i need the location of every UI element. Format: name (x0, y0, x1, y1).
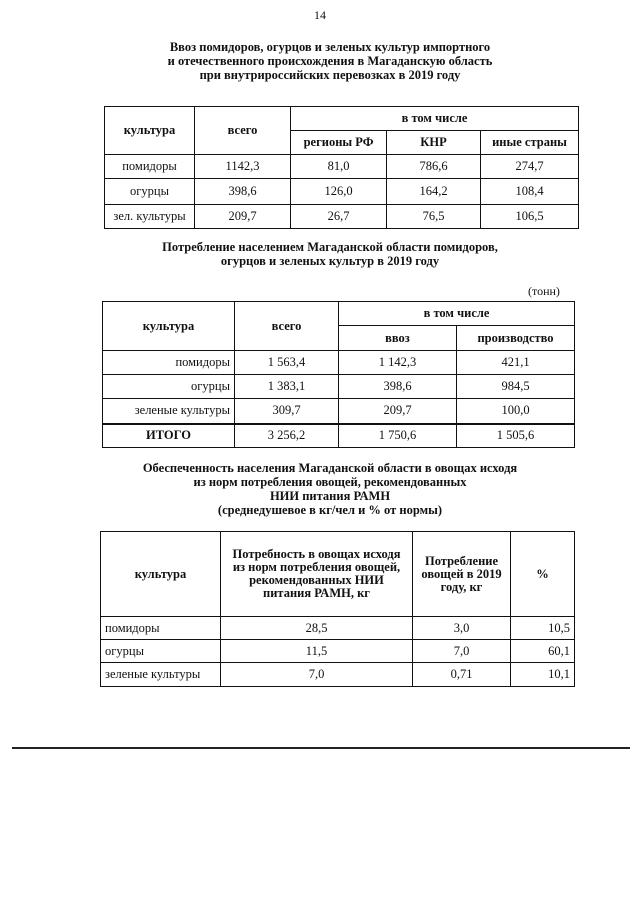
table3-title-line: Обеспеченность населения Магаданской области в овощах исходя (142, 461, 518, 475)
table-cell: огурцы (105, 179, 195, 205)
table3-header-percent: % (511, 532, 575, 617)
table-cell: 76,5 (387, 205, 481, 229)
table-row (105, 179, 579, 205)
table3-title-line: НИИ питания РАМН (269, 489, 391, 503)
table2-title (60, 240, 600, 268)
table3-title (60, 461, 600, 517)
table-row (105, 205, 579, 229)
table-cell: 10,1 (511, 663, 575, 687)
table-row (101, 663, 575, 687)
table-cell: 209,7 (339, 399, 457, 424)
table-cell: помидоры (103, 351, 235, 375)
table3-header-consumption: Потребление овощей в 2019 году, кг (413, 532, 511, 617)
table-cell: 28,5 (221, 617, 413, 640)
table3-header-crop: культура (101, 532, 221, 617)
table-cell: 100,0 (457, 399, 575, 424)
table1-header-other: иные страны (481, 131, 579, 155)
table-cell: 1 142,3 (339, 351, 457, 375)
table1-title-line: при внутрироссийских перевозках в 2019 году (199, 68, 461, 82)
table-cell: 209,7 (195, 205, 291, 229)
table-cell: огурцы (103, 375, 235, 399)
page-number: 14 (314, 8, 326, 22)
table1-header-china: КНР (387, 131, 481, 155)
table2-title-line: огурцов и зеленых культур в 2019 году (220, 254, 440, 268)
table1-header-total: всего (195, 107, 291, 155)
table-cell: 421,1 (457, 351, 575, 375)
table1-import (104, 106, 579, 229)
table-cell: 7,0 (221, 663, 413, 687)
table-cell: помидоры (105, 155, 195, 179)
table-row (101, 617, 575, 640)
table-cell: 11,5 (221, 640, 413, 663)
table-cell: 126,0 (291, 179, 387, 205)
table2-consumption (102, 301, 575, 448)
table-cell: 1 505,6 (457, 424, 575, 448)
table-cell: 398,6 (195, 179, 291, 205)
table-cell: огурцы (101, 640, 221, 663)
table-cell: 1 383,1 (235, 375, 339, 399)
table2-header-group: в том числе (339, 302, 575, 326)
table-row (103, 399, 575, 424)
table-row (105, 155, 579, 179)
table-cell: 60,1 (511, 640, 575, 663)
table-row (101, 640, 575, 663)
table2-title-line: Потребление населением Магаданской области помидоров, (162, 240, 498, 254)
table-cell: 984,5 (457, 375, 575, 399)
table2-header-production: производство (457, 326, 575, 351)
table-cell: 26,7 (291, 205, 387, 229)
table-cell: 0,71 (413, 663, 511, 687)
table-cell: 1142,3 (195, 155, 291, 179)
table-cell: 786,6 (387, 155, 481, 179)
table2-header-total: всего (235, 302, 339, 351)
table-cell: 1 563,4 (235, 351, 339, 375)
table-total-row (103, 424, 575, 448)
table3-title-line: из норм потребления овощей, рекомендованных (193, 475, 467, 489)
table-row (103, 375, 575, 399)
table2-units: (тонн) (528, 284, 560, 298)
table-cell: 164,2 (387, 179, 481, 205)
table-cell: 274,7 (481, 155, 579, 179)
table1-title-line: Ввоз помидоров, огурцов и зеленых культур импортного (169, 40, 491, 54)
table1-title-line: и отечественного происхождения в Магаданскую область (167, 54, 493, 68)
table-cell: 7,0 (413, 640, 511, 663)
table1-header-crop: культура (105, 107, 195, 155)
table-cell: помидоры (101, 617, 221, 640)
table-row (103, 351, 575, 375)
table-cell: 3,0 (413, 617, 511, 640)
table2-header-import: ввоз (339, 326, 457, 351)
table-cell: 309,7 (235, 399, 339, 424)
table-cell: 10,5 (511, 617, 575, 640)
table-cell: 81,0 (291, 155, 387, 179)
table1-header-regions: регионы РФ (291, 131, 387, 155)
table3-header-need: Потребность в овощах исходя из норм потребления овощей, рекомендованных НИИ питания РАМН, кг (221, 532, 413, 617)
table3-title-line: (среднедушевое в кг/чел и % от нормы) (217, 503, 443, 517)
table3-provision (100, 531, 575, 687)
bottom-divider (12, 747, 630, 749)
table-cell: 106,5 (481, 205, 579, 229)
table-cell: 398,6 (339, 375, 457, 399)
table2-header-crop: культура (103, 302, 235, 351)
table-cell: зеленые культуры (103, 399, 235, 424)
table-cell: зеленые культуры (101, 663, 221, 687)
table-cell: 1 750,6 (339, 424, 457, 448)
table1-header-group: в том числе (291, 107, 579, 131)
table-cell: 3 256,2 (235, 424, 339, 448)
table-cell: ИТОГО (103, 424, 235, 448)
table1-title (60, 40, 600, 82)
table-cell: 108,4 (481, 179, 579, 205)
table-cell: зел. культуры (105, 205, 195, 229)
